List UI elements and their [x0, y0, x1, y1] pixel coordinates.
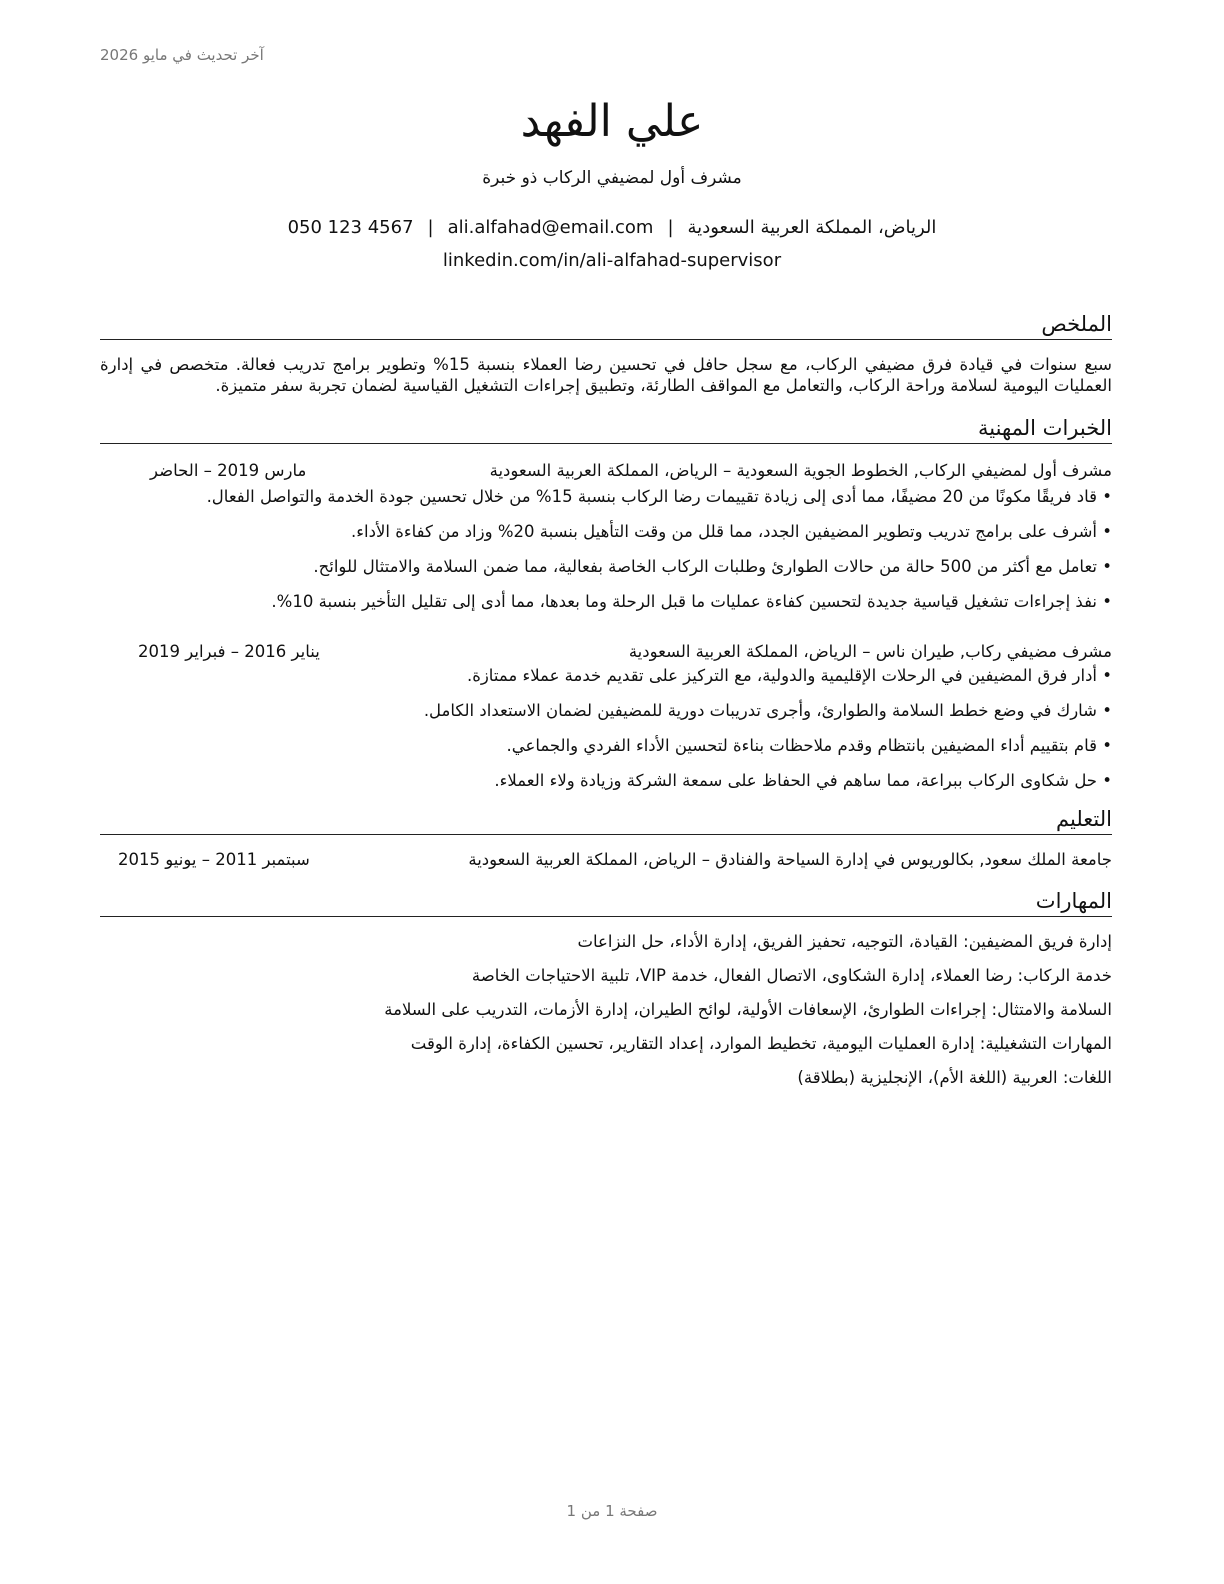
skill-item: اللغات: العربية (اللغة الأم)، الإنجليزية (بطلاقة) — [797, 1068, 1112, 1087]
summary-text: سبع سنوات في قيادة فرق مضيفي الركاب، مع سجل حافل في تحسين رضا العملاء بنسبة 15% وتطوير برامج تدريب فعالة. متخصص في إدارة العمليات اليومية لسلامة وراحة الركاب، والتعامل مع المواقف الطارئة، وتطبيق إجراءات التشغيل القياسية لضمان تجربة سفر متميزة. — [100, 355, 1112, 395]
job-entry — [100, 641, 1112, 792]
skill-item: خدمة الركاب: رضا العملاء، إدارة الشكاوى، الاتصال الفعال، خدمة VIP، تلبية الاحتياجات الخاصة — [471, 966, 1112, 985]
page-number: صفحة 1 من 1 — [566, 1502, 658, 1520]
job-bullet: • حل شكاوى الركاب ببراعة، مما ساهم في الحفاظ على سمعة الشركة وزيادة ولاء العملاء. — [100, 770, 1112, 792]
contact-separator: | — [667, 217, 674, 238]
job-bullet: • شارك في وضع خطط السلامة والطوارئ، وأجرى تدريبات دورية للمضيفين لضمان الاستعداد الكامل. — [100, 700, 1112, 722]
last-updated-note: آخر تحديث في مايو 2026 — [100, 46, 264, 64]
resume-header — [0, 92, 1224, 273]
section-title-skills: المهارات — [100, 887, 1112, 917]
contact-phone: 050 123 4567 — [287, 217, 414, 238]
job-bullet: • أشرف على برامج تدريب وتطوير المضيفين الجدد، مما قلل من وقت التأهيل بنسبة 20% وزاد من كفاءة الأداء. — [100, 521, 1112, 543]
section-title-summary: الملخص — [100, 310, 1112, 340]
job-dates: يناير 2016 – فبراير 2019 — [138, 642, 320, 661]
summary-section — [100, 310, 1112, 396]
linkedin-link[interactable]: linkedin.com/in/ali-alfahad-supervisor — [442, 250, 782, 271]
contact-email[interactable]: ali.alfahad@email.com — [447, 217, 654, 238]
job-heading-row — [100, 641, 1112, 663]
job-dates: مارس 2019 – الحاضر — [150, 461, 307, 480]
candidate-headline: مشرف أول لمضيفي الركاب ذو خبرة — [482, 168, 742, 188]
job-bullet: • تعامل مع أكثر من 500 حالة من حالات الطوارئ وطلبات الركاب الخاصة بفعالية، مما ضمن السلامة والامتثال للوائح. — [100, 556, 1112, 578]
contact-location: الرياض، المملكة العربية السعودية — [687, 217, 937, 238]
contact-line — [0, 216, 1224, 240]
skills-section — [100, 887, 1112, 1089]
job-bullet: • قاد فريقًا مكونًا من 20 مضيفًا، مما أدى إلى زيادة تقييمات رضا الركاب بنسبة 15% من خلال تحسين جودة الخدمة والتواصل الفعال. — [96, 486, 1112, 508]
job-bullet: • أدار فرق المضيفين في الرحلات الإقليمية والدولية، مع التركيز على تقديم خدمة عملاء ممتازة. — [100, 665, 1112, 687]
job-heading-row — [100, 460, 1112, 482]
education-section — [100, 805, 1112, 871]
job-bullet: • قام بتقييم أداء المضيفين بانتظام وقدم ملاحظات بناءة لتحسين الأداء الفردي والجماعي. — [100, 735, 1112, 757]
education-row — [100, 849, 1112, 871]
skill-item: إدارة فريق المضيفين: القيادة، التوجيه، تحفيز الفريق، إدارة الأداء، حل النزاعات — [577, 932, 1112, 951]
education-dates: سبتمبر 2011 – يونيو 2015 — [118, 850, 310, 869]
education-heading: جامعة الملك سعود, بكالوريوس في إدارة السياحة والفنادق – الرياض، المملكة العربية السعودية — [468, 850, 1112, 869]
job-bullets — [100, 486, 1112, 613]
job-entry — [100, 460, 1112, 613]
candidate-name: علي الفهد — [520, 96, 704, 147]
job-heading: مشرف مضيفي ركاب, طيران ناس – الرياض، المملكة العربية السعودية — [628, 642, 1112, 661]
job-bullet: • نفذ إجراءات تشغيل قياسية جديدة لتحسين كفاءة عمليات ما قبل الرحلة وما بعدها، مما أدى إلى تقليل التأخير بنسبة 10%. — [100, 591, 1112, 613]
job-heading: مشرف أول لمضيفي الركاب, الخطوط الجوية السعودية – الرياض، المملكة العربية السعودية — [489, 461, 1112, 480]
resume-body — [100, 310, 1112, 1101]
skill-item: السلامة والامتثال: إجراءات الطوارئ، الإسعافات الأولية، لوائح الطيران، إدارة الأزمات، التدريب على السلامة — [384, 1000, 1112, 1019]
contact-separator: | — [427, 217, 434, 238]
skills-list — [100, 931, 1112, 1089]
section-title-education: التعليم — [100, 805, 1112, 835]
experience-section — [100, 414, 1112, 792]
job-bullets — [100, 665, 1112, 792]
skill-item: المهارات التشغيلية: إدارة العمليات اليومية، تخطيط الموارد، إعداد التقارير، تحسين الكفاءة، إدارة الوقت — [410, 1034, 1112, 1053]
section-title-experience: الخبرات المهنية — [100, 414, 1112, 444]
